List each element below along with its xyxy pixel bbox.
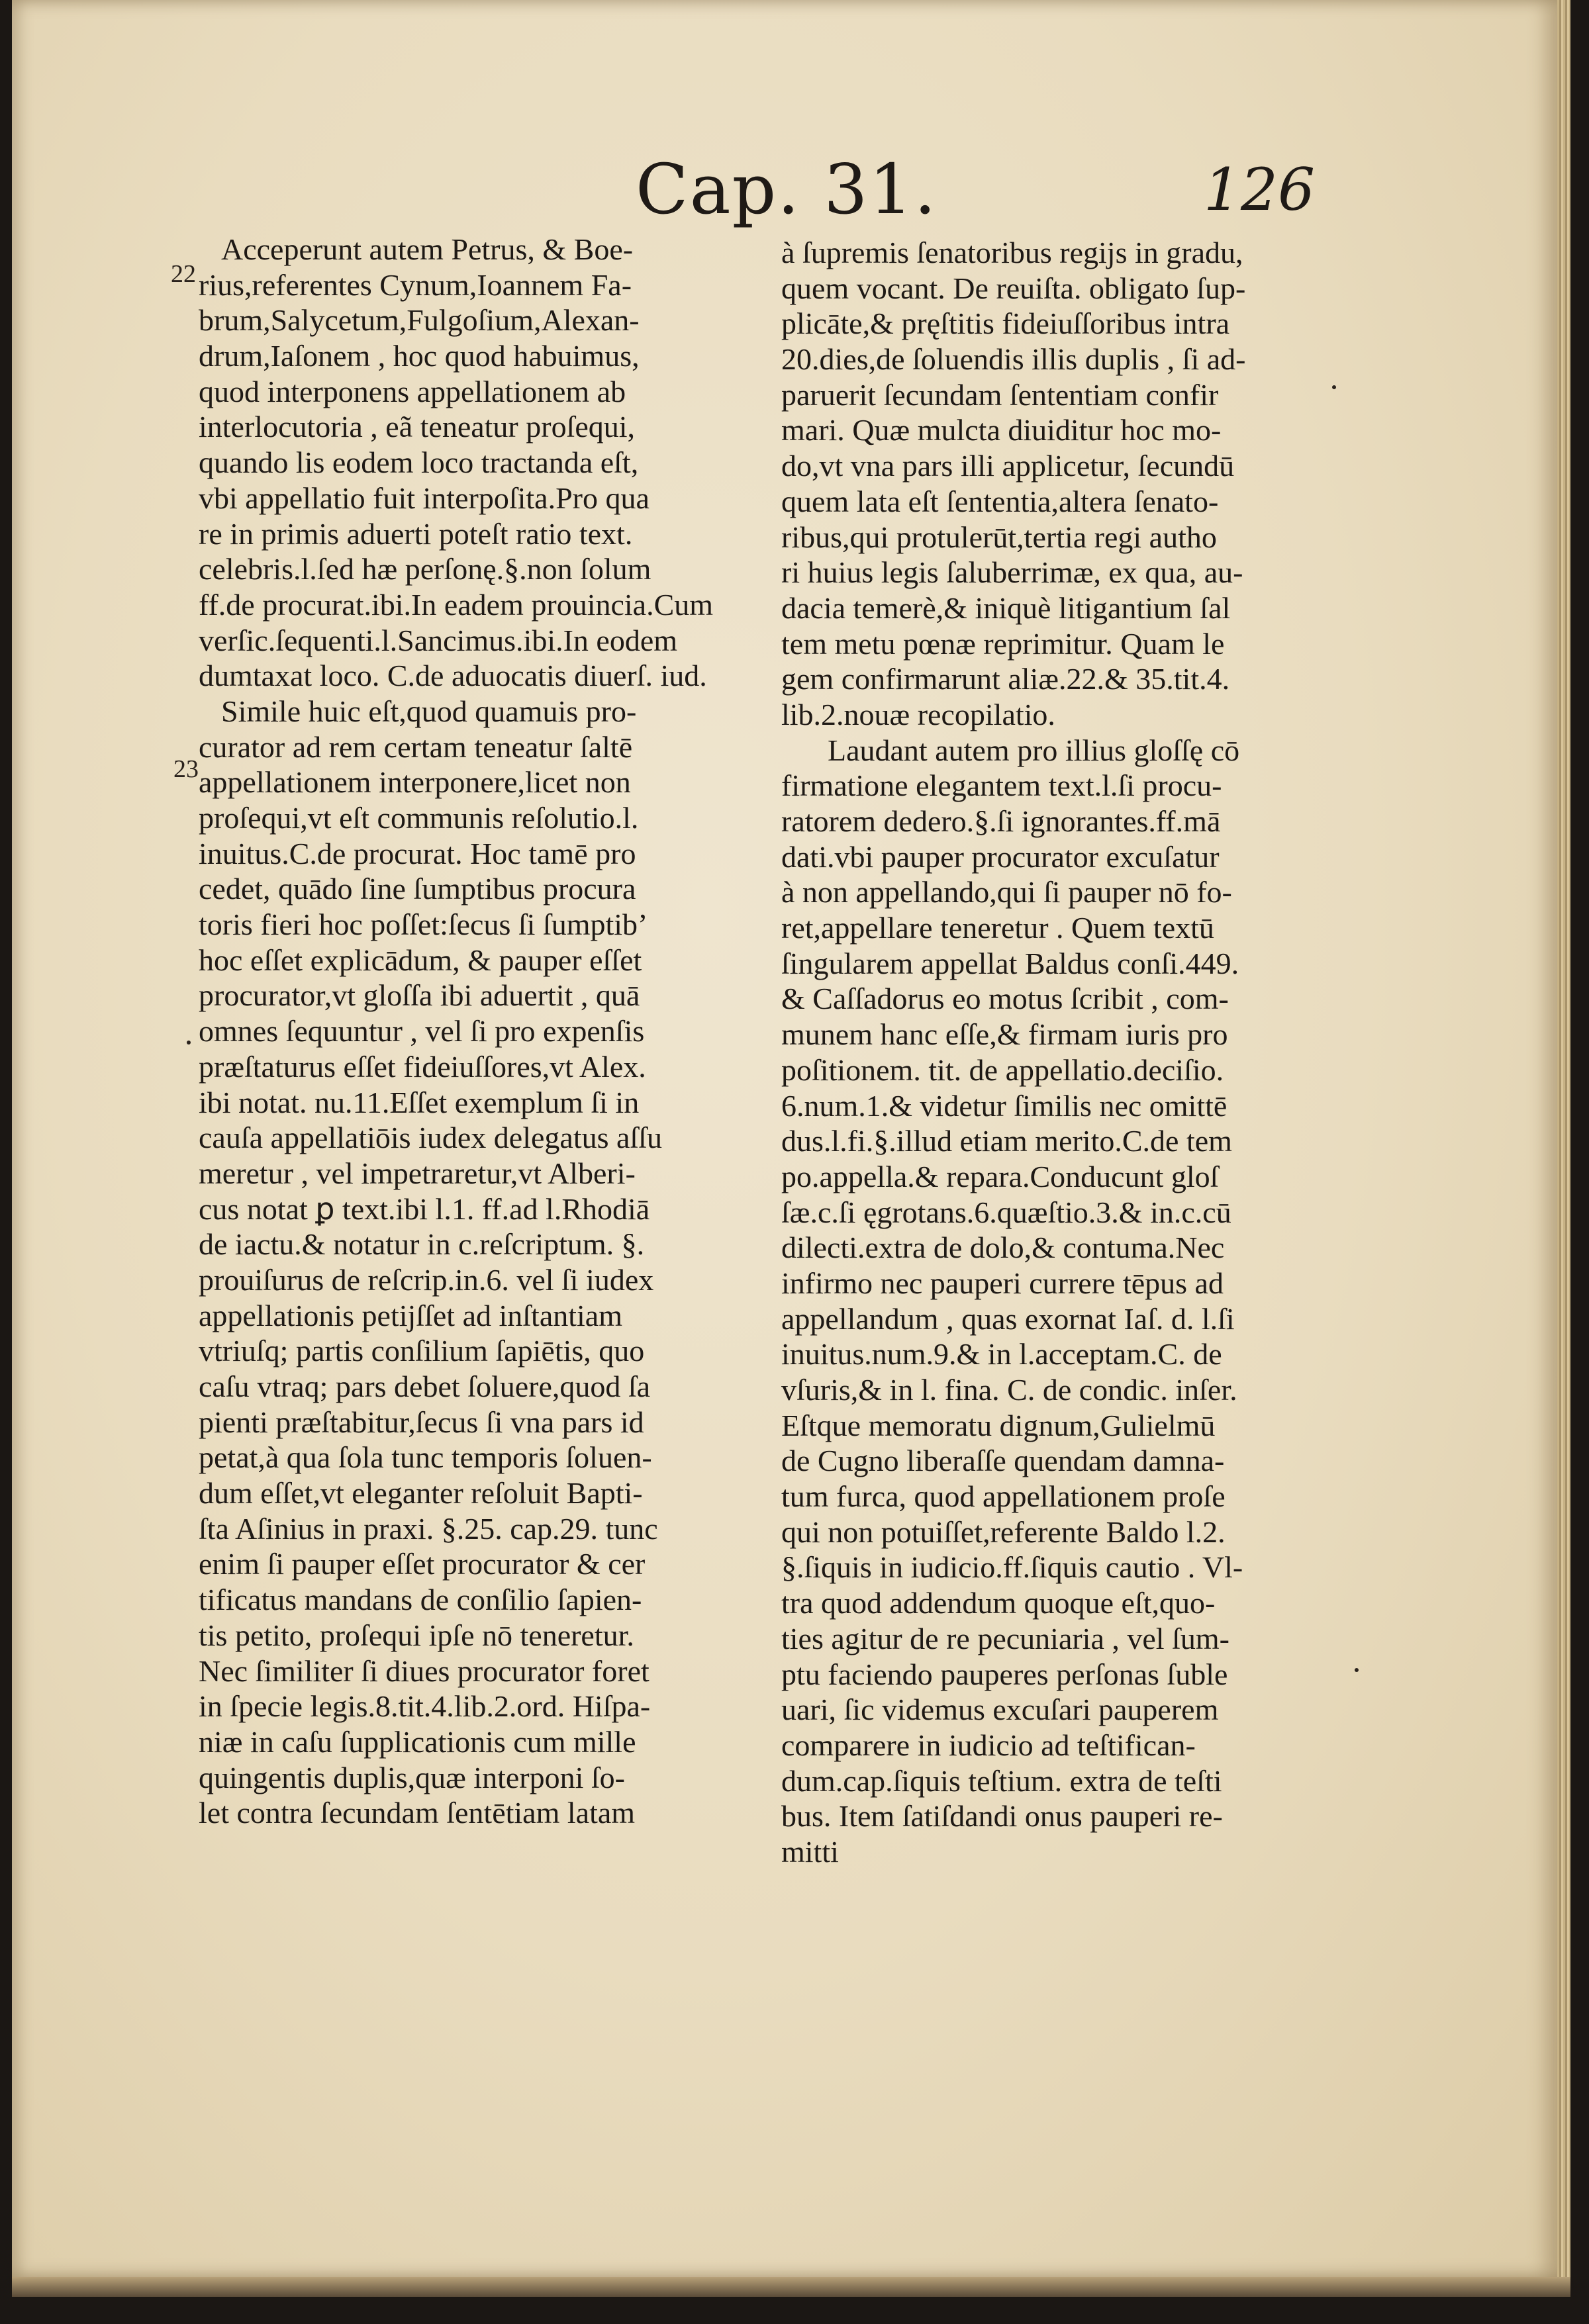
text-line: curator ad rem certam teneatur ſaltē [199,729,633,764]
page-bottom-edge [12,2277,1570,2297]
page-number: 126 [1204,156,1315,224]
text-line: ri huius legis ſaluberrimæ, ex qua, au- [781,555,1243,590]
text-line: bus. Item ſatiſdandi onus pauperi re- [781,1799,1223,1834]
text-line: drum,Iaſonem , hoc quod habuimus, [199,339,640,373]
text-line: ff.de procurat.ibi.In eadem prouincia.Cum [199,587,714,622]
text-line: appellationis petijſſet ad inſtantiam [199,1298,623,1332]
text-line: tra quod addendum quoque eſt,quo- [781,1586,1216,1620]
text-line: 20.dies,de ſoluendis illis duplis , ſi ad- [781,342,1246,377]
text-line: enim ſi pauper eſſet procurator & cer [199,1547,646,1581]
text-line: ibi notat. nu.11.Eſſet exemplum ſi in [199,1085,640,1119]
text-line: tum furca, quod appellationem proſe [781,1479,1226,1514]
text-line: niæ in caſu ſupplicationis cum mille [199,1724,636,1759]
left-text-column [199,232,775,1831]
text-line: vſuris,& in l. fina. C. de condic. inſer. [781,1373,1237,1407]
text-line: quod interponens appellationem ab [199,374,626,408]
text-line: ret,appellare teneretur . Quem textū [781,911,1214,945]
text-line: vbi appellatio fuit interpoſita.Pro qua [199,481,650,515]
text-line: let contra ſecundam ſentētiam latam [199,1796,636,1830]
text-line: in ſpecie legis.8.tit.4.lib.2.ord. Hiſpa- [199,1689,651,1724]
text-line: firmatione elegantem text.l.ſi procu- [781,768,1222,803]
text-line: Nec ſimiliter ſi diues procurator foret [199,1653,650,1688]
text-line: tem metu pœnæ reprimitur. Quam le [781,626,1225,661]
text-line: caſu vtraq; pars debet ſoluere,quod ſa [199,1370,651,1403]
margin-number: 22 [171,260,196,288]
text-line: quem lata eſt ſententia,altera ſenato- [781,484,1219,518]
text-line: omnes ſequuntur , vel ſi pro expenſis [199,1014,645,1048]
chapter-heading: Cap. 31. [636,149,938,230]
text-line: à ſupremis ſenatoribus regijs in gradu, [781,236,1243,269]
text-line: brum,Salycetum,Fulgoſium,Alexan- [199,303,640,338]
text-line: verſic.ſequenti.l.Sancimus.ibi.In eodem [199,623,678,657]
text-line: prouiſurus de reſcrip.in.6. vel ſi iudex [199,1262,654,1297]
text-line: procurator,vt gloſſa ibi aduertit , quā [199,978,640,1013]
text-line: qui non potuiſſet,referente Baldo l.2. [781,1514,1226,1549]
text-line: pienti præſtabitur,ſecus ſi vna pars id [199,1405,644,1439]
text-line: de Cugno liberaſſe quendam damna- [781,1444,1225,1478]
text-line: tis petito, proſequi ipſe nō teneretur. [199,1618,634,1652]
text-line: vtriuſq; partis conſilium ſapiētis, quo [199,1334,645,1368]
text-line: re in primis aduerti poteſt ratio text. [199,516,633,551]
text-line: poſitionem. tit. de appellatio.deciſio. [781,1052,1224,1087]
text-line: toris fieri hoc poſſet:ſecus ſi ſumptib’ [199,907,648,942]
text-line: meretur , vel impetraretur,vt Alberi- [199,1156,636,1190]
text-line: mitti [781,1834,839,1869]
text-line: hoc eſſet explicādum, & pauper eſſet [199,943,642,977]
margin-mark [1355,1668,1359,1672]
text-line: & Caſſadorus eo motus ſcribit , com- [781,982,1229,1016]
text-line: petat,à qua ſola tunc temporis ſoluen- [199,1440,652,1475]
text-line: cus notat ꝑ text.ibi l.1. ff.ad l.Rhodiā [199,1191,650,1226]
running-header [0,149,1589,235]
text-line: præſtaturus eſſet fideiuſſores,vt Alex. [199,1049,646,1084]
text-line: inuitus.num.9.& in l.acceptam.C. de [781,1337,1222,1371]
text-line: Simile huic eſt,quod quamuis pro- [221,694,637,728]
text-line: proſequi,vt eſt communis reſolutio.l. [199,801,639,835]
text-line: Laudant autem pro illius gloſſę cō [828,733,1240,767]
text-line: gem confirmarunt aliæ.22.& 35.tit.4. [781,662,1230,696]
text-line: dum eſſet,vt eleganter reſoluit Bapti- [199,1476,643,1511]
margin-number: 23 [173,755,199,783]
text-line: tificatus mandans de conſilio ſapien- [199,1583,642,1617]
text-line: celebris.l.ſed hæ perſonę.§.non ſolum [199,552,651,586]
text-line: cedet, quādo ſine ſumptibus procura [199,872,636,906]
text-line: do,vt vna pars illi applicetur, ſecundū [781,449,1235,483]
text-line: munem hanc eſſe,& firmam iuris pro [781,1017,1228,1052]
text-line: ſta Aſinius in praxi. §.25. cap.29. tunc [199,1511,658,1546]
text-line: 6.num.1.& videtur ſimilis nec omittē [781,1088,1228,1123]
text-line: ptu faciendo pauperes perſonas ſuble [781,1657,1228,1691]
text-line: de iactu.& notatur in c.reſcriptum. §. [199,1227,645,1262]
text-line: quem vocant. De reuiſta. obligato ſup- [781,271,1246,305]
text-line: po.appella.& repara.Conducunt gloſ [781,1159,1219,1193]
text-line: à non appellando,qui ſi pauper nō fo- [781,875,1232,909]
text-line: appellationem interponere,licet non [199,765,631,800]
right-text-column [781,235,1351,1870]
text-line: dus.l.fi.§.illud etiam merito.C.de tem [781,1124,1232,1158]
text-line: plicāte,& pręſtitis fideiuſſoribus intra [781,306,1230,341]
text-line: interlocutoria , eã teneatur proſequi, [199,410,636,444]
text-line: ratorem dedero.§.ſi ignorantes.ff.mā [781,804,1221,838]
text-line: dumtaxat loco. C.de aduocatis diuerſ. iud. [199,659,707,693]
text-line: paruerit ſecundam ſententiam confir [781,377,1219,412]
text-line: cauſa appellatiōis iudex delegatus aſſu [199,1121,662,1155]
text-line: infirmo nec pauperi currere tēpus ad [781,1266,1224,1300]
text-line: uari, ſic videmus excuſari pauperem [781,1693,1219,1727]
text-line: lib.2.nouæ recopilatio. [781,697,1055,731]
text-line: quando lis eodem loco tractanda eſt, [199,445,639,480]
text-line: inuitus.C.de procurat. Hoc tamē pro [199,836,636,870]
text-line: ties agitur de re pecuniaria , vel ſum- [781,1621,1229,1655]
text-line: comparere in iudicio ad teſtifican- [781,1728,1196,1762]
text-line: dilecti.extra de dolo,& contuma.Nec [781,1231,1225,1265]
text-line: ſingularem appellat Baldus conſi.449. [781,946,1239,980]
text-line: ſæ.c.ſi ęgrotans.6.quæſtio.3.& in.c.cū [781,1195,1231,1229]
page-edge [1557,0,1570,2277]
text-line: appellandum , quas exornat Iaſ. d. l.ſi [781,1301,1235,1336]
text-line: mari. Quæ mulcta diuiditur hoc mo- [781,413,1222,447]
text-line: dati.vbi pauper procurator excuſatur [781,839,1220,874]
text-line: rius,referentes Cynum,Ioannem Fa- [199,267,632,302]
text-line: ribus,qui protulerūt,tertia regi autho [781,520,1217,554]
text-line: Eſtque memoratu dignum,Gulielmū [781,1408,1216,1442]
margin-mark [187,1041,191,1045]
text-line: dacia temerè,& iniquè litigantium ſal [781,590,1231,625]
text-line: dum.cap.ſiquis teſtium. extra de teſti [781,1763,1222,1798]
text-line: quingentis duplis,quæ interponi ſo- [199,1760,625,1794]
text-line: Acceperunt autem Petrus, & Boe- [221,232,634,266]
text-line: §.ſiquis in iudicio.ff.ſiquis cautio . Vl- [781,1550,1243,1585]
